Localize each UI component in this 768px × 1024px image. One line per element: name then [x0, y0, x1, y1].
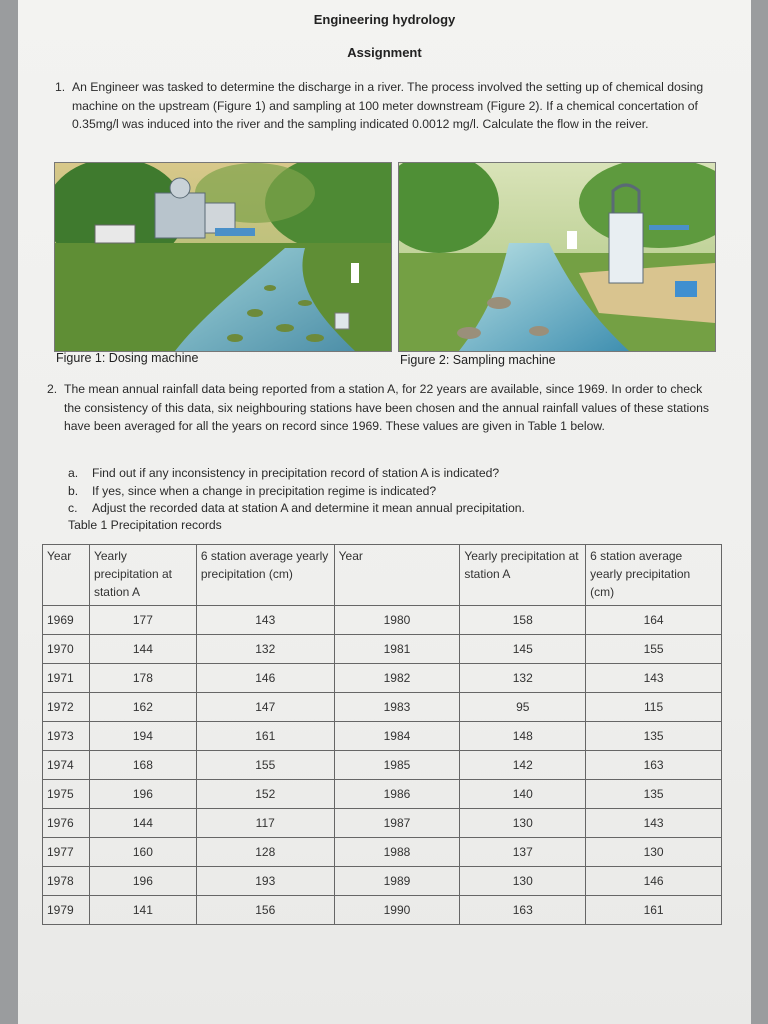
table-cell: 194: [89, 722, 196, 751]
table-cell: 143: [586, 809, 722, 838]
table-cell: 132: [460, 664, 586, 693]
table-cell: 132: [196, 635, 334, 664]
table-cell: 1985: [334, 751, 460, 780]
table-row: [43, 635, 722, 664]
table-cell: 95: [460, 693, 586, 722]
table-cell: 168: [89, 751, 196, 780]
table-cell: 1976: [43, 809, 90, 838]
table-row: [43, 664, 722, 693]
table-cell: 147: [196, 693, 334, 722]
table-cell: 162: [89, 693, 196, 722]
table-cell: 196: [89, 780, 196, 809]
table-row: [43, 722, 722, 751]
table-row: [43, 751, 722, 780]
question-2-part-b: b. If yes, since when a change in precipitation regime is indicated?: [68, 484, 437, 498]
table-cell: 146: [586, 867, 722, 896]
technician: [567, 231, 577, 249]
table-cell: 142: [460, 751, 586, 780]
question-2: [47, 380, 720, 436]
table-cell: 1972: [43, 693, 90, 722]
table-cell: 145: [460, 635, 586, 664]
table-cell: 1975: [43, 780, 90, 809]
table-cell: 1970: [43, 635, 90, 664]
table-cell: 115: [586, 693, 722, 722]
table-cell: 1973: [43, 722, 90, 751]
table-cell: 1969: [43, 606, 90, 635]
table-caption: Table 1 Precipitation records: [68, 518, 222, 532]
figure-2-sampling-image: [398, 162, 716, 352]
table-cell: 155: [196, 751, 334, 780]
table-cell: 1978: [43, 867, 90, 896]
header-year-2: Year: [334, 545, 460, 606]
table-cell: 140: [460, 780, 586, 809]
sampling-scene-illustration: [399, 163, 715, 351]
table-cell: 141: [89, 896, 196, 925]
table-cell: 163: [460, 896, 586, 925]
table-cell: 196: [89, 867, 196, 896]
table-cell: 161: [196, 722, 334, 751]
table-cell: 130: [460, 867, 586, 896]
table-row: [43, 780, 722, 809]
table-row: [43, 838, 722, 867]
table-cell: 177: [89, 606, 196, 635]
table-cell: 1990: [334, 896, 460, 925]
course-title: Engineering hydrology: [313, 12, 456, 27]
figure-1-caption: Figure 1: Dosing machine: [56, 351, 199, 365]
table-cell: 161: [586, 896, 722, 925]
table-cell: 144: [89, 809, 196, 838]
figure-2-caption: Figure 2: Sampling machine: [400, 353, 556, 367]
question-2-text: The mean annual rainfall data being reported from a station A, for 22 years are available, since 1969. In order to check the consistency of this data, six neighbouring stations have been chosen and the annual rainfall values of these stations have been averaged for all the years on record since 1969. These values are given in Table 1 below.: [64, 382, 710, 433]
table-cell: 1971: [43, 664, 90, 693]
header-avg6: 6 station average yearly precipitation (cm): [196, 545, 334, 606]
question-2-part-c: c. Adjust the recorded data at station A and determine it mean annual precipitation.: [68, 501, 525, 515]
table-cell: 128: [196, 838, 334, 867]
table-cell: 158: [460, 606, 586, 635]
dosing-scene-illustration: [55, 163, 391, 351]
table-cell: 1980: [334, 606, 460, 635]
table-cell: 135: [586, 722, 722, 751]
table-cell: 135: [586, 780, 722, 809]
table-cell: 1986: [334, 780, 460, 809]
table-cell: 1983: [334, 693, 460, 722]
question-2-part-a: a. Find out if any inconsistency in precipitation record of station A is indicated?: [68, 466, 500, 480]
question-2-number: 2.: [47, 382, 58, 396]
table-cell: 143: [196, 606, 334, 635]
table-cell: 130: [586, 838, 722, 867]
header-yearly-a-2: Yearly precipitation at station A: [460, 545, 586, 606]
table-cell: 1981: [334, 635, 460, 664]
table-cell: 1989: [334, 867, 460, 896]
table-row: [43, 867, 722, 896]
table-cell: 155: [586, 635, 722, 664]
header-avg6-2: 6 station average yearly precipitation (cm): [586, 545, 722, 606]
document-page: [18, 0, 751, 1024]
table-cell: 1987: [334, 809, 460, 838]
table-cell: 164: [586, 606, 722, 635]
table-cell: 1982: [334, 664, 460, 693]
question-1-text: An Engineer was tasked to determine the discharge in a river. The process involved the setting up of chemical dosing machine on the upstream (Figure 1) and sampling at 100 meter downstream (Figure 2). If a chemical concertation of 0.35mg/l was induced into the river and the sampling indicated 0.0012 mg/l. Calculate the flow in the reiver.: [72, 80, 704, 131]
table-cell: 193: [196, 867, 334, 896]
table-cell: 130: [460, 809, 586, 838]
table-cell: 1979: [43, 896, 90, 925]
question-1: [55, 78, 720, 134]
technician: [351, 263, 359, 283]
table-cell: 137: [460, 838, 586, 867]
table-cell: 117: [196, 809, 334, 838]
table-cell: 156: [196, 896, 334, 925]
table-cell: 148: [460, 722, 586, 751]
table-cell: 160: [89, 838, 196, 867]
table-cell: 1977: [43, 838, 90, 867]
table-cell: 163: [586, 751, 722, 780]
table-cell: 178: [89, 664, 196, 693]
header-yearly-a: Yearly precipitation at station A: [89, 545, 196, 606]
table-cell: 1984: [334, 722, 460, 751]
table-cell: 1988: [334, 838, 460, 867]
table-row: [43, 606, 722, 635]
table-cell: 144: [89, 635, 196, 664]
header-year: Year: [43, 545, 90, 606]
table-cell: 146: [196, 664, 334, 693]
precipitation-table: [42, 544, 722, 925]
table-row: [43, 693, 722, 722]
table-row: [43, 809, 722, 838]
table-cell: 143: [586, 664, 722, 693]
table-row: [43, 896, 722, 925]
table-header-row: [43, 545, 722, 606]
figure-1-dosing-image: [54, 162, 392, 352]
table-cell: 1974: [43, 751, 90, 780]
assignment-title: Assignment: [347, 45, 422, 60]
table-cell: 152: [196, 780, 334, 809]
table-body: [43, 606, 722, 925]
truck: [95, 225, 135, 243]
question-1-number: 1.: [55, 80, 66, 94]
